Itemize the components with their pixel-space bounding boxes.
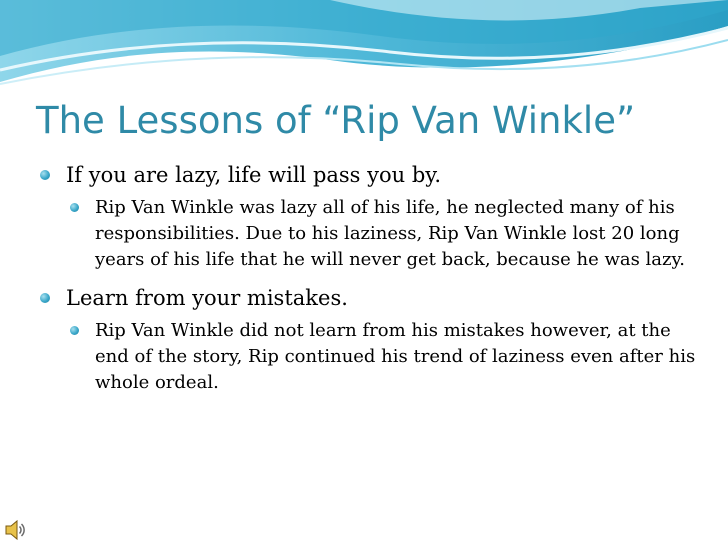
round-bullet-icon — [40, 170, 50, 180]
bullet-text: Learn from your mistakes. — [66, 286, 348, 310]
bullet-group-mistakes — [40, 283, 710, 396]
bullet-group-laziness — [40, 160, 710, 273]
slide-title: The Lessons of “Rip Van Winkle” — [36, 99, 636, 142]
round-bullet-icon — [70, 326, 79, 335]
sub-bullet-item — [66, 318, 710, 396]
sub-bullet-text: Rip Van Winkle did not learn from his mistakes however, at the end of the story, Rip continued his trend of laziness even after his whole ordeal. — [95, 320, 696, 393]
header-wave-decoration — [0, 0, 728, 92]
bullet-text: If you are lazy, life will pass you by. — [66, 163, 442, 187]
bullet-item — [40, 283, 710, 313]
round-bullet-icon — [70, 203, 79, 212]
bullet-item — [40, 160, 710, 190]
speaker-icon[interactable] — [4, 518, 26, 542]
round-bullet-icon — [40, 293, 50, 303]
slide-content — [40, 160, 710, 396]
sub-bullet-item — [66, 195, 710, 273]
sub-bullet-text: Rip Van Winkle was lazy all of his life, he neglected many of his responsibilities. Due to his laziness, Rip Van Winkle lost 20 long years of his life that he will never get back, because he was lazy. — [95, 197, 686, 270]
